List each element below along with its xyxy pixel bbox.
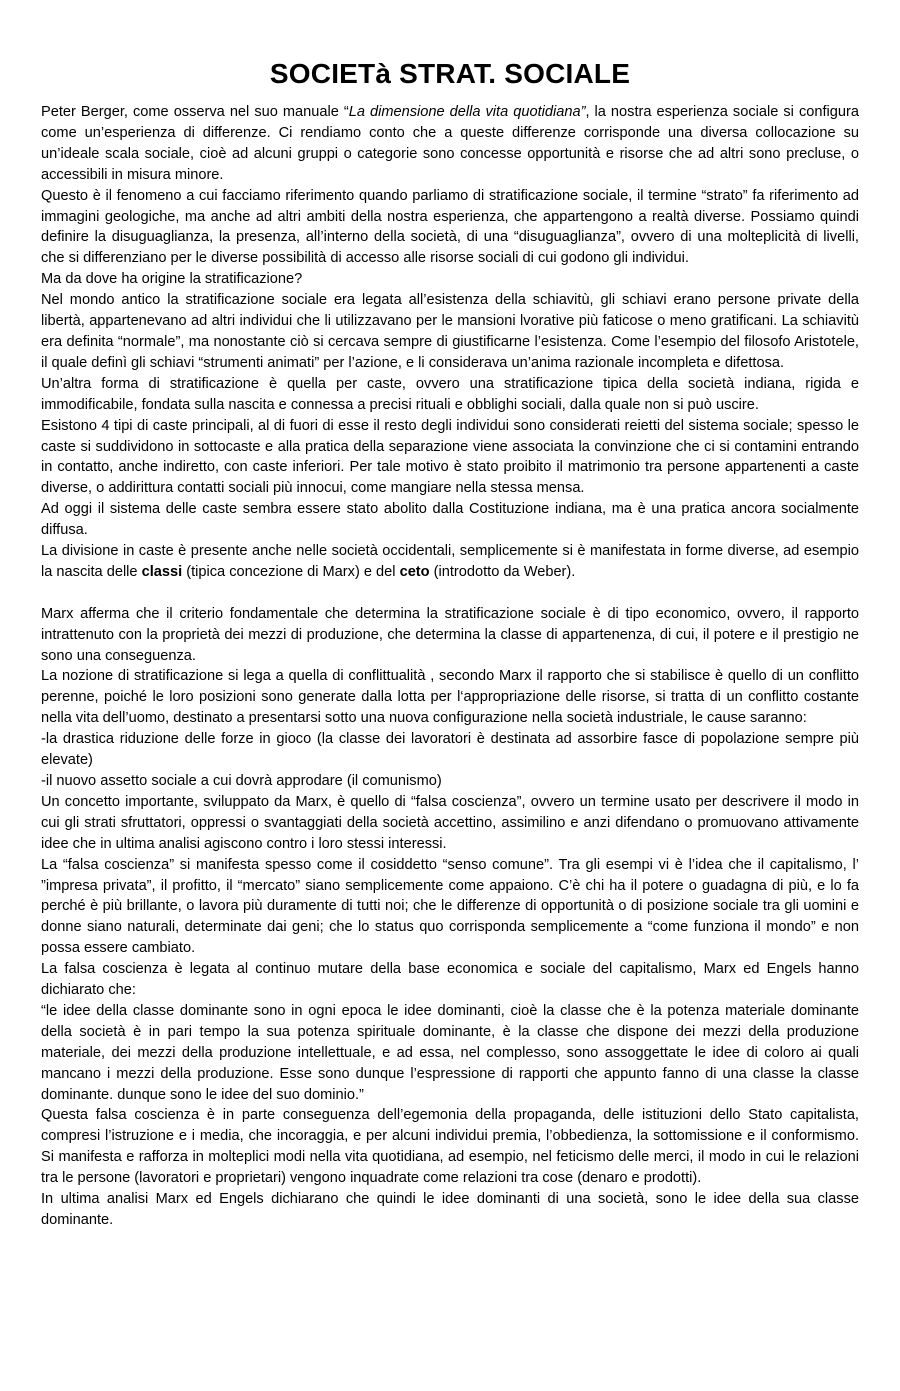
paragraph-conclusion: In ultima analisi Marx ed Engels dichiarano che quindi le idee dominanti di una società, sono le idee della sua classe dominante. — [41, 1191, 859, 1229]
paragraph-false-consciousness: Un concetto importante, sviluppato da Marx, è quello di “falsa coscienza”, ovvero un termine usato per descrivere il modo in cui gli strati sfruttatori, oppressi o svantaggiati della società accettino, assimilino e anzi difendano o promuovano attivamente idee che in ultima analisi agiscono contro i loro stessi interessi. — [41, 793, 859, 852]
paragraph-hegemony: Questa falsa coscienza è in parte conseguenza dell’egemonia della propaganda, delle istituzioni dello Stato capitalista, compresi l’istruzione e i media, che incoraggia, e per alcuni individui premia, l’obbedienza, la sottomissione e il conformismo. Si manifesta e rafforza in molteplici modi nella vita quotidiana, ad esempio, nel feticismo delle merci, il modo in cui le relazioni tra le persone (lavoratori e proprietari) vengono inquadrate come relazioni tra cose (denaro e prodotti). — [41, 1107, 859, 1187]
text-run: (introdotto da Weber). — [429, 563, 576, 580]
paragraph-stratification-definition: Questo è il fenomeno a cui facciamo riferimento quando parliamo di stratificazione sociale, il termine “strato” fa riferimento ad immagini geologiche, ma anche ad altri ambiti della nostra esperienza, che appartengono a realtà diverse. Possiamo quindi definire la disuguaglianza, la presenza, all’interno della società, di una “disuguaglianza”, ovvero di una molteplicità di livelli, che si differenziano per le diverse possibilità di accesso alle risorse sociali di cui godono gli individui. — [41, 187, 859, 267]
text-run: (tipica concezione di Marx) e del — [182, 563, 400, 580]
bold-term-classi: classi — [141, 563, 183, 580]
text-run: , la nostra esperienza sociale si configura come un’esperienza di differenze. Ci rendiamo conto che a queste differenze corrisponde una diversa collocazione su un’ideale scala sociale, cioè ad alcuni gruppi o categorie sono concesse opportunità e risorse che ad altri sono precluse, o accessibili in misura minore. — [41, 104, 859, 183]
paragraph-marx-economic: Marx afferma che il criterio fondamentale che determina la stratificazione sociale è di tipo economico, ovvero, il rapporto intrattenuto con la proprietà dei mezzi di produzione, che determina la classe di appartenenza, di cui, il potere e il prestigio ne sono una conseguenza. — [41, 605, 859, 664]
paragraph-caste-types: Esistono 4 tipi di caste principali, al di fuori di esse il resto degli individui sono considerati reietti del sistema sociale; spesso le caste si suddividono in sottocaste e alla pratica della separazione viene associata la convinzione che ci si contamini entrando in contatto, anche indiretto, con caste inferiori. Per tale motivo è stato proibito il matrimonio tra persone appartenenti a caste diverse, o addirittura contatti sociali più innocui, come mangiare nella stessa mensa. — [41, 417, 859, 497]
paragraph-marx-engels-intro: La falsa coscienza è legata al continuo mutare della base economica e sociale del capitalismo, Marx ed Engels hanno dichiarato che: — [41, 961, 859, 999]
document-title: SOCIETà STRAT. SOCIALE — [269, 58, 631, 89]
list-item-communism: -il nuovo assetto sociale a cui dovrà approdare (il comunismo) — [41, 772, 442, 789]
list-item-reduction: -la drastica riduzione delle forze in gioco (la classe dei lavoratori è destinata ad assorbire fasce di popolazione sempre più elevate) — [41, 731, 859, 769]
document-page — [41, 56, 859, 1231]
paragraph-ancient-slavery: Nel mondo antico la stratificazione sociale era legata all’esistenza della schiavitù, gli schiavi erano persone private della libertà, appartenevano ad altri individui che li utilizzavano per le mansioni lvorative più faticose o meno gratificani. La schiavitù era definita “normale”, ma nonostante ciò si cercava sempre di giustificarne l’esistenza. Come l’esempio del filosofo Aristotele, il quale definì gli schiavi “strumenti animati” per l’azione, e li considerava un’anima razionale incompleta e difettosa. — [41, 292, 859, 371]
paragraph-conflict: La nozione di stratificazione si lega a quella di conflittualità , secondo Marx il rapporto che si stabilisce è quello di un conflitto perenne, poiché le loro posizioni sono generate dalla lotta per l‘appropriazione delle risorse, si tratta di un conflitto costante nella vita dell’uomo, destinato a presentarsi sotto una nuova configurazione nella società industriale, le cause saranno: — [41, 668, 859, 727]
text-run: Peter Berger, come osserva nel suo manuale “ — [41, 104, 349, 120]
paragraph-western-classes — [41, 541, 859, 583]
paragraph-castes: Un’altra forma di stratificazione è quella per caste, ovvero una stratificazione tipica della società indiana, rigida e immodificabile, fondata sulla nascita e connessa a precisi rituali e obblighi sociali, dalla quale non si può uscire. — [41, 375, 859, 413]
paragraph-common-sense: La “falsa coscienza” si manifesta spesso come il cosiddetto “senso comune”. Tra gli esempi vi è l’idea che il capitalismo, l’ ”impresa privata”, il profitto, il “mercato” siano semplicemente come appaiono. C’è chi ha il potere o guadagna di più, e lo fa perché è più brillante, o lavora più duramente di tutti noi; che le differenze di opportunità o di posizione sociale tra gli uomini e donne siano naturali, determinate dai geni; che lo status quo corrisponda semplicemente a “come funziona il mondo” e non possa essere cambiato. — [41, 856, 859, 957]
text-run: La divisione in caste è presente anche nelle società occidentali, semplicemente si è manifestata in forme diverse, ad esempio la nascita delle — [41, 543, 859, 580]
paragraph-question: Ma da dove ha origine la stratificazione? — [41, 271, 303, 288]
paragraph-quote: “le idee della classe dominante sono in ogni epoca le idee dominanti, cioè la classe che è la potenza materiale dominante della società è in pari tempo la sua potenza spirituale dominante, è la classe che dispone dei mezzi della produzione materiale, dei mezzi della produzione intellettuale, e ad essa, nel complesso, sono assoggettate le idee di coloro ai quali mancano i mezzi della produzione. Esse sono dunque l’espressione di rapporti che appunto fanno di una classe la classe dominante. dunque sono le idee del suo dominio.” — [41, 1002, 859, 1103]
book-title-italic: La dimensione della vita quotidiana” — [348, 104, 586, 120]
paragraph-berger — [41, 102, 859, 186]
bold-term-ceto: ceto — [399, 563, 430, 580]
paragraph-caste-today: Ad oggi il sistema delle caste sembra essere stato abolito dalla Costituzione indiana, ma è una pratica ancora socialmente diffusa. — [41, 501, 859, 539]
blank-line — [41, 583, 859, 604]
